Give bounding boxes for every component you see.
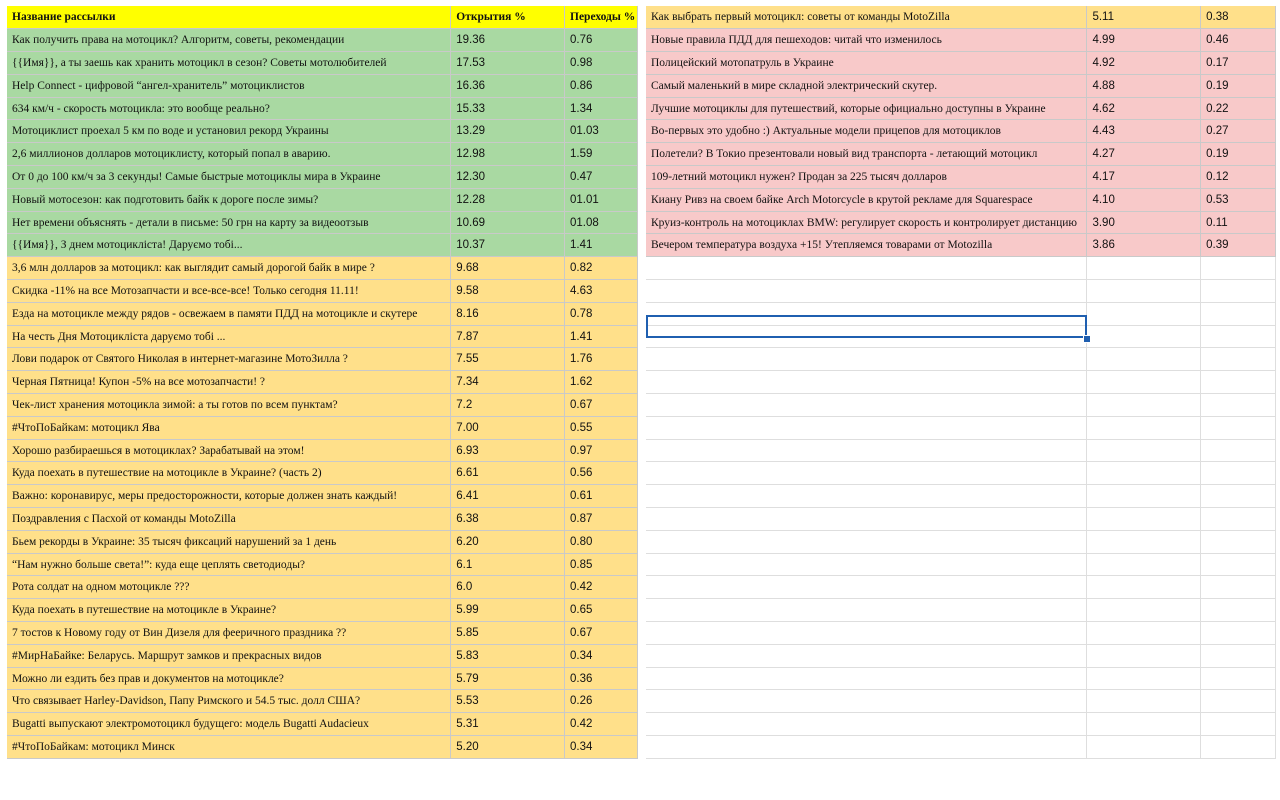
open-rate-cell[interactable] [1087,622,1201,645]
click-rate-cell[interactable]: 0.42 [565,713,638,736]
open-rate-cell[interactable] [1087,257,1201,280]
empty-row [646,622,1276,645]
empty-row [646,736,1276,759]
open-rate-cell[interactable]: 6.61 [451,462,565,485]
open-rate-cell[interactable] [1087,485,1201,508]
click-rate-cell[interactable]: 01.08 [565,211,638,234]
click-rate-cell[interactable] [1201,713,1276,736]
click-rate-cell[interactable]: 1.76 [565,348,638,371]
open-rate-cell[interactable]: 7.55 [451,348,565,371]
campaign-name-cell[interactable] [646,553,1087,576]
open-rate-cell[interactable] [1087,416,1201,439]
empty-row [646,280,1276,303]
open-rate-cell[interactable] [1087,599,1201,622]
empty-row [646,530,1276,553]
open-rate-cell[interactable]: 5.31 [451,713,565,736]
campaign-name-cell[interactable]: Полицейский мотопатруль в Украине [646,52,1087,75]
click-rate-cell[interactable]: 01.03 [565,120,638,143]
click-rate-cell[interactable]: 0.12 [1201,166,1276,189]
click-rate-cell[interactable] [1201,599,1276,622]
open-rate-cell[interactable]: 7.34 [451,371,565,394]
table-row [7,644,638,667]
campaign-name-cell[interactable]: Скидка -11% на все Мотозапчасти и все-все-все! Только сегодня 11.11! [7,280,451,303]
open-rate-cell[interactable]: 13.29 [451,120,565,143]
click-rate-cell[interactable]: 0.47 [565,166,638,189]
click-rate-cell[interactable]: 0.86 [565,74,638,97]
campaign-name-cell[interactable]: #МирНаБайке: Беларусь. Маршрут замков и прекрасных видов [7,644,451,667]
open-rate-cell[interactable]: 10.37 [451,234,565,257]
click-rate-cell[interactable] [1201,257,1276,280]
campaign-name-cell[interactable]: Куда поехать в путешествие на мотоцикле в Украине? [7,599,451,622]
open-rate-cell[interactable]: 4.92 [1087,52,1201,75]
click-rate-cell[interactable]: 0.42 [565,576,638,599]
campaign-name-cell[interactable] [646,371,1087,394]
table-row [646,211,1276,234]
click-rate-cell[interactable] [1201,622,1276,645]
table-row [646,143,1276,166]
campaign-name-cell[interactable]: Важно: коронавирус, меры предосторожности, которые должен знать каждый! [7,485,451,508]
empty-row [646,599,1276,622]
click-rate-cell[interactable]: 0.61 [565,485,638,508]
campaign-name-cell[interactable] [646,302,1087,325]
campaign-name-cell[interactable]: На честь Дня Мотоцикліста даруємо тобі ... [7,325,451,348]
open-rate-cell[interactable]: 12.30 [451,166,565,189]
campaign-name-cell[interactable]: Полетели? В Токио презентовали новый вид транспорта - летающий мотоцикл [646,143,1087,166]
header-opens-cell[interactable]: Открытия % [451,6,565,29]
click-rate-cell[interactable]: 0.46 [1201,29,1276,52]
click-rate-cell[interactable]: 0.11 [1201,211,1276,234]
campaign-name-cell[interactable]: Черная Пятница! Купон -5% на все мотозапчасти! ? [7,371,451,394]
open-rate-cell[interactable] [1087,280,1201,303]
campaign-name-cell[interactable]: Вечером температура воздуха +15! Утепляемся товарами от Motozilla [646,234,1087,257]
open-rate-cell[interactable] [1087,713,1201,736]
campaign-name-cell[interactable] [646,508,1087,531]
open-rate-cell[interactable]: 6.93 [451,439,565,462]
open-rate-cell[interactable]: 7.00 [451,416,565,439]
click-rate-cell[interactable]: 0.97 [565,439,638,462]
empty-row [646,690,1276,713]
campaign-name-cell[interactable]: 3,6 млн долларов за мотоцикл: как выглядит самый дорогой байк в мире ? [7,257,451,280]
campaign-name-cell[interactable] [646,394,1087,417]
newsletter-table-left [7,6,638,759]
campaign-name-cell[interactable]: 7 тостов к Новому году от Вин Дизеля для фееричного праздника ?? [7,622,451,645]
table-row [7,97,638,120]
header-name-cell[interactable]: Название рассылки [7,6,451,29]
table-row [7,74,638,97]
click-rate-cell[interactable]: 0.26 [565,690,638,713]
campaign-name-cell[interactable]: Как выбрать первый мотоцикл: советы от команды MotoZilla [646,6,1087,29]
open-rate-cell[interactable] [1087,371,1201,394]
table-row [7,143,638,166]
campaign-name-cell[interactable]: {{Имя}}, З днем мотоцикліста! Даруємо тобі... [7,234,451,257]
click-rate-cell[interactable]: 0.36 [565,667,638,690]
fill-handle[interactable] [1083,335,1091,343]
empty-row [646,485,1276,508]
click-rate-cell[interactable] [1201,462,1276,485]
open-rate-cell[interactable] [1087,530,1201,553]
table-row [7,416,638,439]
open-rate-cell[interactable]: 19.36 [451,29,565,52]
table-row [7,234,638,257]
table-row [7,166,638,189]
campaign-name-cell[interactable]: Мотоциклист проехал 5 км по воде и установил рекорд Украины [7,120,451,143]
campaign-name-cell[interactable]: Новые правила ПДД для пешеходов: читай что изменилось [646,29,1087,52]
table-row [7,188,638,211]
table-row [7,29,638,52]
table-row [646,188,1276,211]
campaign-name-cell[interactable]: 634 км/ч - скорость мотоцикла: это вообще реально? [7,97,451,120]
campaign-name-cell[interactable]: Help Connect - цифровой “ангел-хранитель” мотоциклистов [7,74,451,97]
table-row [646,29,1276,52]
table-row [7,280,638,303]
campaign-name-cell[interactable]: Чек-лист хранения мотоцикла зимой: а ты готов по всем пунктам? [7,394,451,417]
click-rate-cell[interactable]: 0.34 [565,736,638,759]
table-row [7,553,638,576]
newsletter-table-right [646,6,1276,759]
table-row [646,234,1276,257]
table-row [7,690,638,713]
left-spreadsheet [7,6,638,759]
open-rate-cell[interactable]: 12.28 [451,188,565,211]
open-rate-cell[interactable]: 4.10 [1087,188,1201,211]
open-rate-cell[interactable]: 3.86 [1087,234,1201,257]
open-rate-cell[interactable] [1087,462,1201,485]
campaign-name-cell[interactable] [646,667,1087,690]
open-rate-cell[interactable]: 5.20 [451,736,565,759]
campaign-name-cell[interactable]: Во-первых это удобно :) Актуальные модели прицепов для мотоциклов [646,120,1087,143]
empty-row [646,462,1276,485]
campaign-name-cell[interactable] [646,485,1087,508]
open-rate-cell[interactable] [1087,439,1201,462]
campaign-name-cell[interactable]: Как получить права на мотоцикл? Алгоритм, советы, рекомендации [7,29,451,52]
empty-row [646,394,1276,417]
table-row [7,576,638,599]
header-clicks-cell[interactable]: Переходы % [565,6,638,29]
table-row [7,257,638,280]
click-rate-cell[interactable] [1201,371,1276,394]
campaign-name-cell[interactable] [646,462,1087,485]
campaign-name-cell[interactable] [646,280,1087,303]
click-rate-cell[interactable] [1201,553,1276,576]
click-rate-cell[interactable]: 0.76 [565,29,638,52]
open-rate-cell[interactable] [1087,508,1201,531]
campaign-name-cell[interactable] [646,713,1087,736]
click-rate-cell[interactable]: 1.34 [565,97,638,120]
campaign-name-cell[interactable] [646,736,1087,759]
click-rate-cell[interactable]: 4.63 [565,280,638,303]
campaign-name-cell[interactable]: 2,6 миллионов долларов мотоциклисту, который попал в аварию. [7,143,451,166]
table-row [646,6,1276,29]
open-rate-cell[interactable]: 6.20 [451,530,565,553]
campaign-name-cell[interactable]: Хорошо разбираешься в мотоциклах? Зарабатывай на этом! [7,439,451,462]
open-rate-cell[interactable]: 3.90 [1087,211,1201,234]
campaign-name-cell[interactable]: Можно ли ездить без прав и документов на мотоцикле? [7,667,451,690]
empty-row [646,576,1276,599]
empty-row [646,302,1276,325]
table-row [7,120,638,143]
campaign-name-cell[interactable] [646,599,1087,622]
campaign-name-cell[interactable]: #ЧтоПоБайкам: мотоцикл Ява [7,416,451,439]
click-rate-cell[interactable] [1201,508,1276,531]
campaign-name-cell[interactable]: Езда на мотоцикле между рядов - освежаем в памяти ПДД на мотоцикле и скутере [7,302,451,325]
open-rate-cell[interactable]: 4.43 [1087,120,1201,143]
empty-row [646,713,1276,736]
click-rate-cell[interactable]: 1.62 [565,371,638,394]
campaign-name-cell[interactable] [646,622,1087,645]
sheet-divider [638,0,646,800]
click-rate-cell[interactable]: 0.27 [1201,120,1276,143]
empty-row [646,257,1276,280]
click-rate-cell[interactable] [1201,485,1276,508]
open-rate-cell[interactable] [1087,690,1201,713]
open-rate-cell[interactable] [1087,348,1201,371]
campaign-name-cell[interactable]: Бьем рекорды в Украине: 35 тысяч фиксаций нарушений за 1 день [7,530,451,553]
click-rate-cell[interactable] [1201,690,1276,713]
click-rate-cell[interactable]: 0.19 [1201,143,1276,166]
campaign-name-cell[interactable] [646,644,1087,667]
campaign-name-cell[interactable]: Киану Ривз на своем байке Arch Motorcycle в крутой рекламе для Squarespace [646,188,1087,211]
click-rate-cell[interactable]: 0.80 [565,530,638,553]
campaign-name-cell[interactable]: 109-летний мотоцикл нужен? Продан за 225 тысяч долларов [646,166,1087,189]
empty-row [646,667,1276,690]
table-row [7,530,638,553]
campaign-name-cell[interactable]: {{Имя}}, а ты заешь как хранить мотоцикл в сезон? Советы мотолюбителей [7,52,451,75]
table-row [7,394,638,417]
header-row [7,6,638,29]
campaign-name-cell[interactable] [646,690,1087,713]
click-rate-cell[interactable]: 1.41 [565,234,638,257]
click-rate-cell[interactable]: 0.53 [1201,188,1276,211]
table-row [646,166,1276,189]
campaign-name-cell[interactable]: Что связывает Harley-Davidson, Папу Римского и 54.5 тыс. долл США? [7,690,451,713]
click-rate-cell[interactable]: 0.55 [565,416,638,439]
open-rate-cell[interactable] [1087,553,1201,576]
campaign-name-cell[interactable] [646,439,1087,462]
open-rate-cell[interactable]: 5.79 [451,667,565,690]
open-rate-cell[interactable]: 7.2 [451,394,565,417]
table-row [7,622,638,645]
click-rate-cell[interactable]: 0.38 [1201,6,1276,29]
table-row [7,462,638,485]
click-rate-cell[interactable] [1201,667,1276,690]
campaign-name-cell[interactable]: “Нам нужно больше света!”: куда еще цеплять светодиоды? [7,553,451,576]
open-rate-cell[interactable]: 12.98 [451,143,565,166]
empty-row [646,325,1276,348]
open-rate-cell[interactable]: 16.36 [451,74,565,97]
right-spreadsheet [646,6,1276,759]
campaign-name-cell[interactable]: Новый мотосезон: как подготовить байк к дороге после зимы? [7,188,451,211]
click-rate-cell[interactable]: 0.39 [1201,234,1276,257]
click-rate-cell[interactable] [1201,736,1276,759]
campaign-name-cell[interactable]: Рота солдат на одном мотоцикле ??? [7,576,451,599]
click-rate-cell[interactable]: 0.98 [565,52,638,75]
campaign-name-cell[interactable]: Самый маленький в мире складной электрический скутер. [646,74,1087,97]
click-rate-cell[interactable]: 0.17 [1201,52,1276,75]
click-rate-cell[interactable]: 0.67 [565,394,638,417]
click-rate-cell[interactable]: 0.34 [565,644,638,667]
campaign-name-cell[interactable]: От 0 до 100 км/ч за 3 секунды! Самые быстрые мотоциклы мира в Украине [7,166,451,189]
click-rate-cell[interactable]: 0.56 [565,462,638,485]
campaign-name-cell[interactable]: Нет времени объяснять - детали в письме: 50 грн на карту за видеоотзыв [7,211,451,234]
open-rate-cell[interactable]: 15.33 [451,97,565,120]
open-rate-cell[interactable]: 6.41 [451,485,565,508]
click-rate-cell[interactable]: 0.85 [565,553,638,576]
open-rate-cell[interactable]: 9.68 [451,257,565,280]
click-rate-cell[interactable]: 0.82 [565,257,638,280]
click-rate-cell[interactable]: 1.59 [565,143,638,166]
open-rate-cell[interactable]: 5.11 [1087,6,1201,29]
click-rate-cell[interactable]: 1.41 [565,325,638,348]
open-rate-cell[interactable]: 10.69 [451,211,565,234]
campaign-name-cell[interactable]: #ЧтоПоБайкам: мотоцикл Минск [7,736,451,759]
table-row [646,52,1276,75]
click-rate-cell[interactable] [1201,348,1276,371]
open-rate-cell[interactable]: 4.62 [1087,97,1201,120]
table-row [7,439,638,462]
open-rate-cell[interactable]: 5.53 [451,690,565,713]
click-rate-cell[interactable] [1201,416,1276,439]
click-rate-cell[interactable]: 0.65 [565,599,638,622]
open-rate-cell[interactable]: 17.53 [451,52,565,75]
campaign-name-cell[interactable]: Лови подарок от Святого Николая в интернет-магазине МотоЗилла ? [7,348,451,371]
click-rate-cell[interactable] [1201,439,1276,462]
click-rate-cell[interactable] [1201,302,1276,325]
campaign-name-cell[interactable] [646,325,1087,348]
open-rate-cell[interactable]: 5.83 [451,644,565,667]
table-row [7,667,638,690]
open-rate-cell[interactable] [1087,394,1201,417]
open-rate-cell[interactable]: 6.1 [451,553,565,576]
click-rate-cell[interactable] [1201,530,1276,553]
campaign-name-cell[interactable]: Bugatti выпускают электромотоцикл будущего: модель Bugatti Audacieux [7,713,451,736]
empty-row [646,553,1276,576]
click-rate-cell[interactable]: 0.67 [565,622,638,645]
campaign-name-cell[interactable] [646,257,1087,280]
open-rate-cell[interactable]: 4.99 [1087,29,1201,52]
empty-row [646,348,1276,371]
open-rate-cell[interactable] [1087,325,1201,348]
open-rate-cell[interactable]: 6.0 [451,576,565,599]
open-rate-cell[interactable]: 5.99 [451,599,565,622]
table-row [7,485,638,508]
table-row [646,97,1276,120]
table-row [7,52,638,75]
click-rate-cell[interactable]: 0.87 [565,508,638,531]
campaign-name-cell[interactable] [646,348,1087,371]
campaign-name-cell[interactable]: Куда поехать в путешествие на мотоцикле в Украине? (часть 2) [7,462,451,485]
open-rate-cell[interactable]: 9.58 [451,280,565,303]
table-row [7,736,638,759]
open-rate-cell[interactable] [1087,667,1201,690]
empty-row [646,416,1276,439]
open-rate-cell[interactable]: 4.88 [1087,74,1201,97]
click-rate-cell[interactable] [1201,394,1276,417]
table-row [7,508,638,531]
table-row [7,211,638,234]
open-rate-cell[interactable]: 4.17 [1087,166,1201,189]
table-row [7,348,638,371]
campaign-name-cell[interactable]: Лучшие мотоциклы для путешествий, которые официально доступны в Украине [646,97,1087,120]
click-rate-cell[interactable]: 0.22 [1201,97,1276,120]
campaign-name-cell[interactable] [646,530,1087,553]
click-rate-cell[interactable] [1201,644,1276,667]
open-rate-cell[interactable] [1087,736,1201,759]
table-row [7,325,638,348]
table-row [7,371,638,394]
open-rate-cell[interactable] [1087,576,1201,599]
empty-row [646,508,1276,531]
empty-row [646,371,1276,394]
click-rate-cell[interactable]: 0.78 [565,302,638,325]
click-rate-cell[interactable] [1201,280,1276,303]
campaign-name-cell[interactable]: Круиз-контроль на мотоциклах BMW: регулирует скорость и контролирует дистанцию [646,211,1087,234]
open-rate-cell[interactable]: 8.16 [451,302,565,325]
click-rate-cell[interactable] [1201,325,1276,348]
table-row [7,599,638,622]
click-rate-cell[interactable]: 0.19 [1201,74,1276,97]
open-rate-cell[interactable]: 5.85 [451,622,565,645]
table-row [7,302,638,325]
open-rate-cell[interactable] [1087,644,1201,667]
campaign-name-cell[interactable] [646,416,1087,439]
table-row [7,713,638,736]
empty-row [646,439,1276,462]
table-row [646,120,1276,143]
open-rate-cell[interactable]: 4.27 [1087,143,1201,166]
click-rate-cell[interactable]: 01.01 [565,188,638,211]
open-rate-cell[interactable] [1087,302,1201,325]
campaign-name-cell[interactable]: Поздравления с Пасхой от команды MotoZilla [7,508,451,531]
open-rate-cell[interactable]: 6.38 [451,508,565,531]
table-row [646,74,1276,97]
click-rate-cell[interactable] [1201,576,1276,599]
empty-row [646,644,1276,667]
open-rate-cell[interactable]: 7.87 [451,325,565,348]
campaign-name-cell[interactable] [646,576,1087,599]
